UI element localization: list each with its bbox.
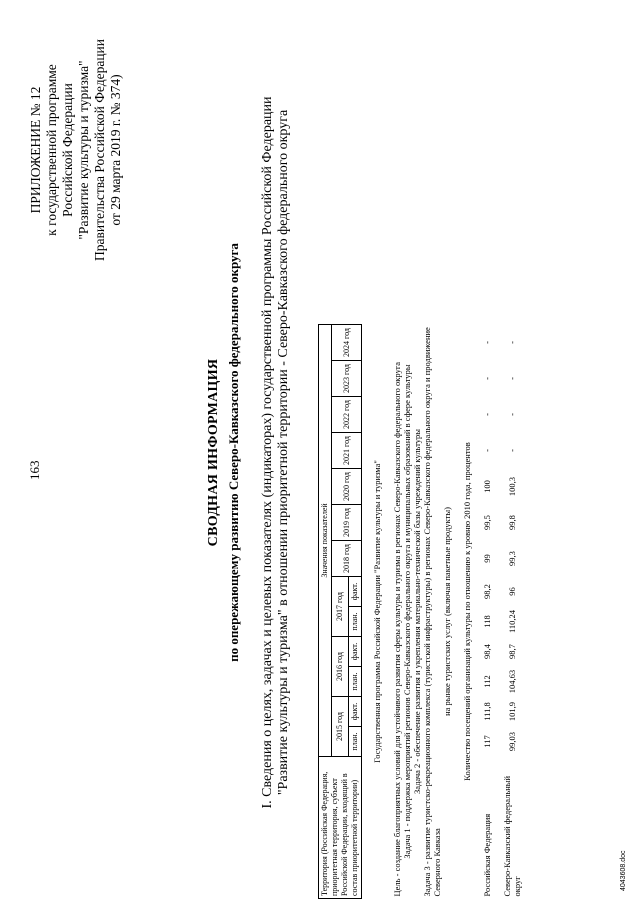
task-text: Задача 2 - обеспечение развития и укрепления материально-технической базы учреждений культуры [412, 429, 422, 794]
fact-header: факт. [349, 637, 362, 667]
plan-header: план. [349, 607, 362, 637]
year-2019-header: 2019 год [332, 505, 362, 541]
year-2017-header: 2017 год [332, 577, 349, 637]
year-2020-header: 2020 год [332, 469, 362, 505]
fact-header: факт. [349, 577, 362, 607]
section-heading-line: I. Сведения о целях, задачах и целевых показателях (индикаторах) государственной программы Российской Федерации [260, 96, 275, 809]
appendix-header [28, 25, 124, 275]
year-2023-header: 2023 год [332, 361, 362, 397]
page-number: 163 [27, 460, 42, 480]
table-cell: 99,8 [507, 515, 517, 530]
table-cell: 111,8 [482, 702, 492, 721]
table-cell: 110,24 [507, 609, 517, 634]
year-2021-header: 2021 год [332, 433, 362, 469]
table-cell: 99 [482, 554, 492, 563]
appendix-line: "Развитие культуры и туризма" [76, 60, 91, 240]
file-code: 4043608.doc [620, 850, 627, 891]
values-header: Значения показателей [319, 325, 332, 757]
task-text-continued: на рынке туристских услуг (включая пакетные продукты) [442, 507, 452, 716]
table-row [502, 325, 522, 899]
task-text: Задача 3 - развитие туристско-рекреационного комплекса (туристской инфраструктуры) в регионах Северо-Кавказского федерального округа и продвижение Северного Кавказа [422, 327, 442, 897]
appendix-line: ПРИЛОЖЕНИЕ № 12 [28, 86, 43, 214]
section-heading-line: "Развитие культуры и туризма" в отношении приоритетной территории - Северо-Кавказского федерального округа [276, 109, 291, 796]
table-cell: - [507, 413, 517, 416]
table-cell: 99,3 [507, 551, 517, 566]
year-2016-header: 2016 год [332, 637, 349, 697]
table-cell: - [482, 449, 492, 452]
table-cell: - [507, 449, 517, 452]
year-2018-header: 2018 год [332, 541, 362, 577]
table-cell: 98,4 [482, 644, 492, 659]
table-cell: 112 [482, 675, 492, 688]
fact-header: факт. [349, 697, 362, 727]
goal-text: Цель - создание благоприятных условий для устойчивого развития сферы культуры и туризма в регионах Северо-Кавказского федерального округа [392, 361, 402, 897]
table-cell: 104,63 [507, 669, 517, 694]
table-cell: 98,7 [507, 644, 517, 659]
appendix-line: от 29 марта 2019 г. № 374) [108, 74, 123, 226]
plan-header: план. [349, 727, 362, 757]
table-cell: 96 [507, 587, 517, 596]
document-title: СВОДНАЯ ИНФОРМАЦИЯ [206, 358, 221, 547]
table-cell: - [507, 377, 517, 380]
row-territory-name: Северо-Кавказский федеральный округ [502, 775, 522, 897]
table-cell: - [482, 341, 492, 344]
year-2015-header: 2015 год [332, 697, 349, 757]
section-heading [260, 40, 292, 865]
table-cell: 99,5 [482, 515, 492, 530]
territory-header: Территория (Российская Федерация, приоритетная территория, субъект Российской Федерации, входящий в состав приоритетной территории) [319, 757, 362, 899]
program-name: Государственная программа Российской Федерации "Развитие культуры и туризма" [372, 460, 382, 763]
row-territory-name: Российская Федерация [482, 813, 492, 897]
plan-header: план. [349, 667, 362, 697]
year-2024-header: 2024 год [332, 325, 362, 361]
table-cell: 100,3 [507, 476, 517, 497]
year-2022-header: 2022 год [332, 397, 362, 433]
appendix-line: к государственной программе [44, 64, 59, 236]
appendix-line: Правительства Российской Федерации [92, 39, 107, 261]
table-cell: - [507, 341, 517, 344]
table-cell: 101,9 [507, 701, 517, 722]
indicators-table [318, 324, 522, 899]
document-subtitle: по опережающему развитию Северо-Кавказского федерального округа [226, 243, 241, 662]
table-cell: - [482, 413, 492, 416]
table-cell: - [482, 377, 492, 380]
table-cell: 118 [482, 615, 492, 628]
table-row [482, 325, 492, 899]
table-cell: 98,2 [482, 584, 492, 599]
task-text: Задача 1 - поддержка мероприятий регионов Северо-Кавказского федерального округа и муниципальных образований в сфере культуры [402, 364, 412, 859]
indicator-name: Количество посещений организаций культуры по отношению к уровню 2010 года, процентов [462, 442, 472, 781]
table-cell: 99,03 [507, 731, 517, 752]
appendix-line: Российской Федерации [60, 83, 75, 217]
table-cell: 117 [482, 735, 492, 748]
table-cell: 100 [482, 480, 492, 493]
